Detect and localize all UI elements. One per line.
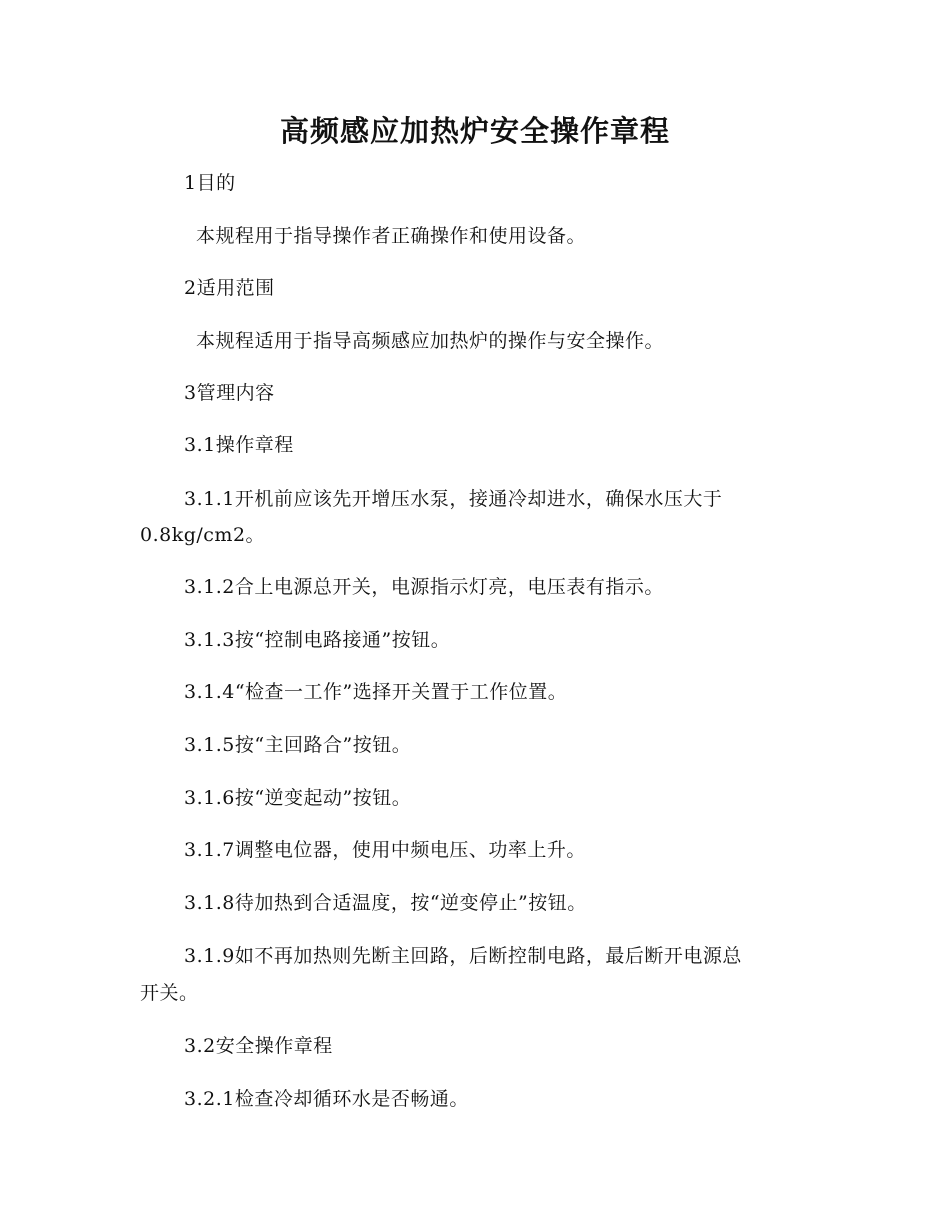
step-3-1-6: 3.1.6按“逆变起动”按钮。 [184, 787, 412, 809]
step-3-2-1: 3.2.1检查冷却循环水是否畅通。 [184, 1088, 469, 1110]
step-3-1-4: 3.1.4“检查一工作”选择开关置于工作位置。 [184, 681, 568, 703]
paragraph-purpose: 本规程用于指导操作者正确操作和使用设备。 [196, 225, 587, 247]
step-3-1-9-line-1: 3.1.9如不再加热则先断主回路，后断控制电路，最后断开电源总 [184, 945, 742, 967]
step-3-1-5: 3.1.5按“主回路合”按钮。 [184, 734, 412, 756]
step-3-1-1-line-2: 0.8kg/cm2。 [140, 524, 266, 546]
step-3-1-3: 3.1.3按“控制电路接通”按钮。 [184, 629, 451, 651]
subsection-heading-operation: 3.1操作章程 [184, 434, 294, 456]
step-3-1-1-line-1: 3.1.1开机前应该先开增压水泵，接通冷却进水，确保水压大于 [184, 488, 723, 510]
subsection-heading-safety: 3.2安全操作章程 [184, 1035, 333, 1057]
step-3-1-7: 3.1.7调整电位器，使用中频电压、功率上升。 [184, 839, 586, 861]
step-3-1-8: 3.1.8待加热到合适温度，按“逆变停止”按钮。 [184, 892, 587, 914]
paragraph-scope: 本规程适用于指导高频感应加热炉的操作与安全操作。 [196, 330, 665, 352]
document-title: 高频感应加热炉安全操作章程 [279, 114, 670, 148]
step-3-1-9-line-2: 开关。 [140, 982, 199, 1004]
section-heading-purpose: 1目的 [184, 172, 236, 194]
section-heading-scope: 2适用范围 [184, 277, 275, 299]
section-heading-management: 3管理内容 [184, 382, 275, 404]
step-3-1-2: 3.1.2合上电源总开关，电源指示灯亮，电压表有指示。 [184, 576, 664, 598]
